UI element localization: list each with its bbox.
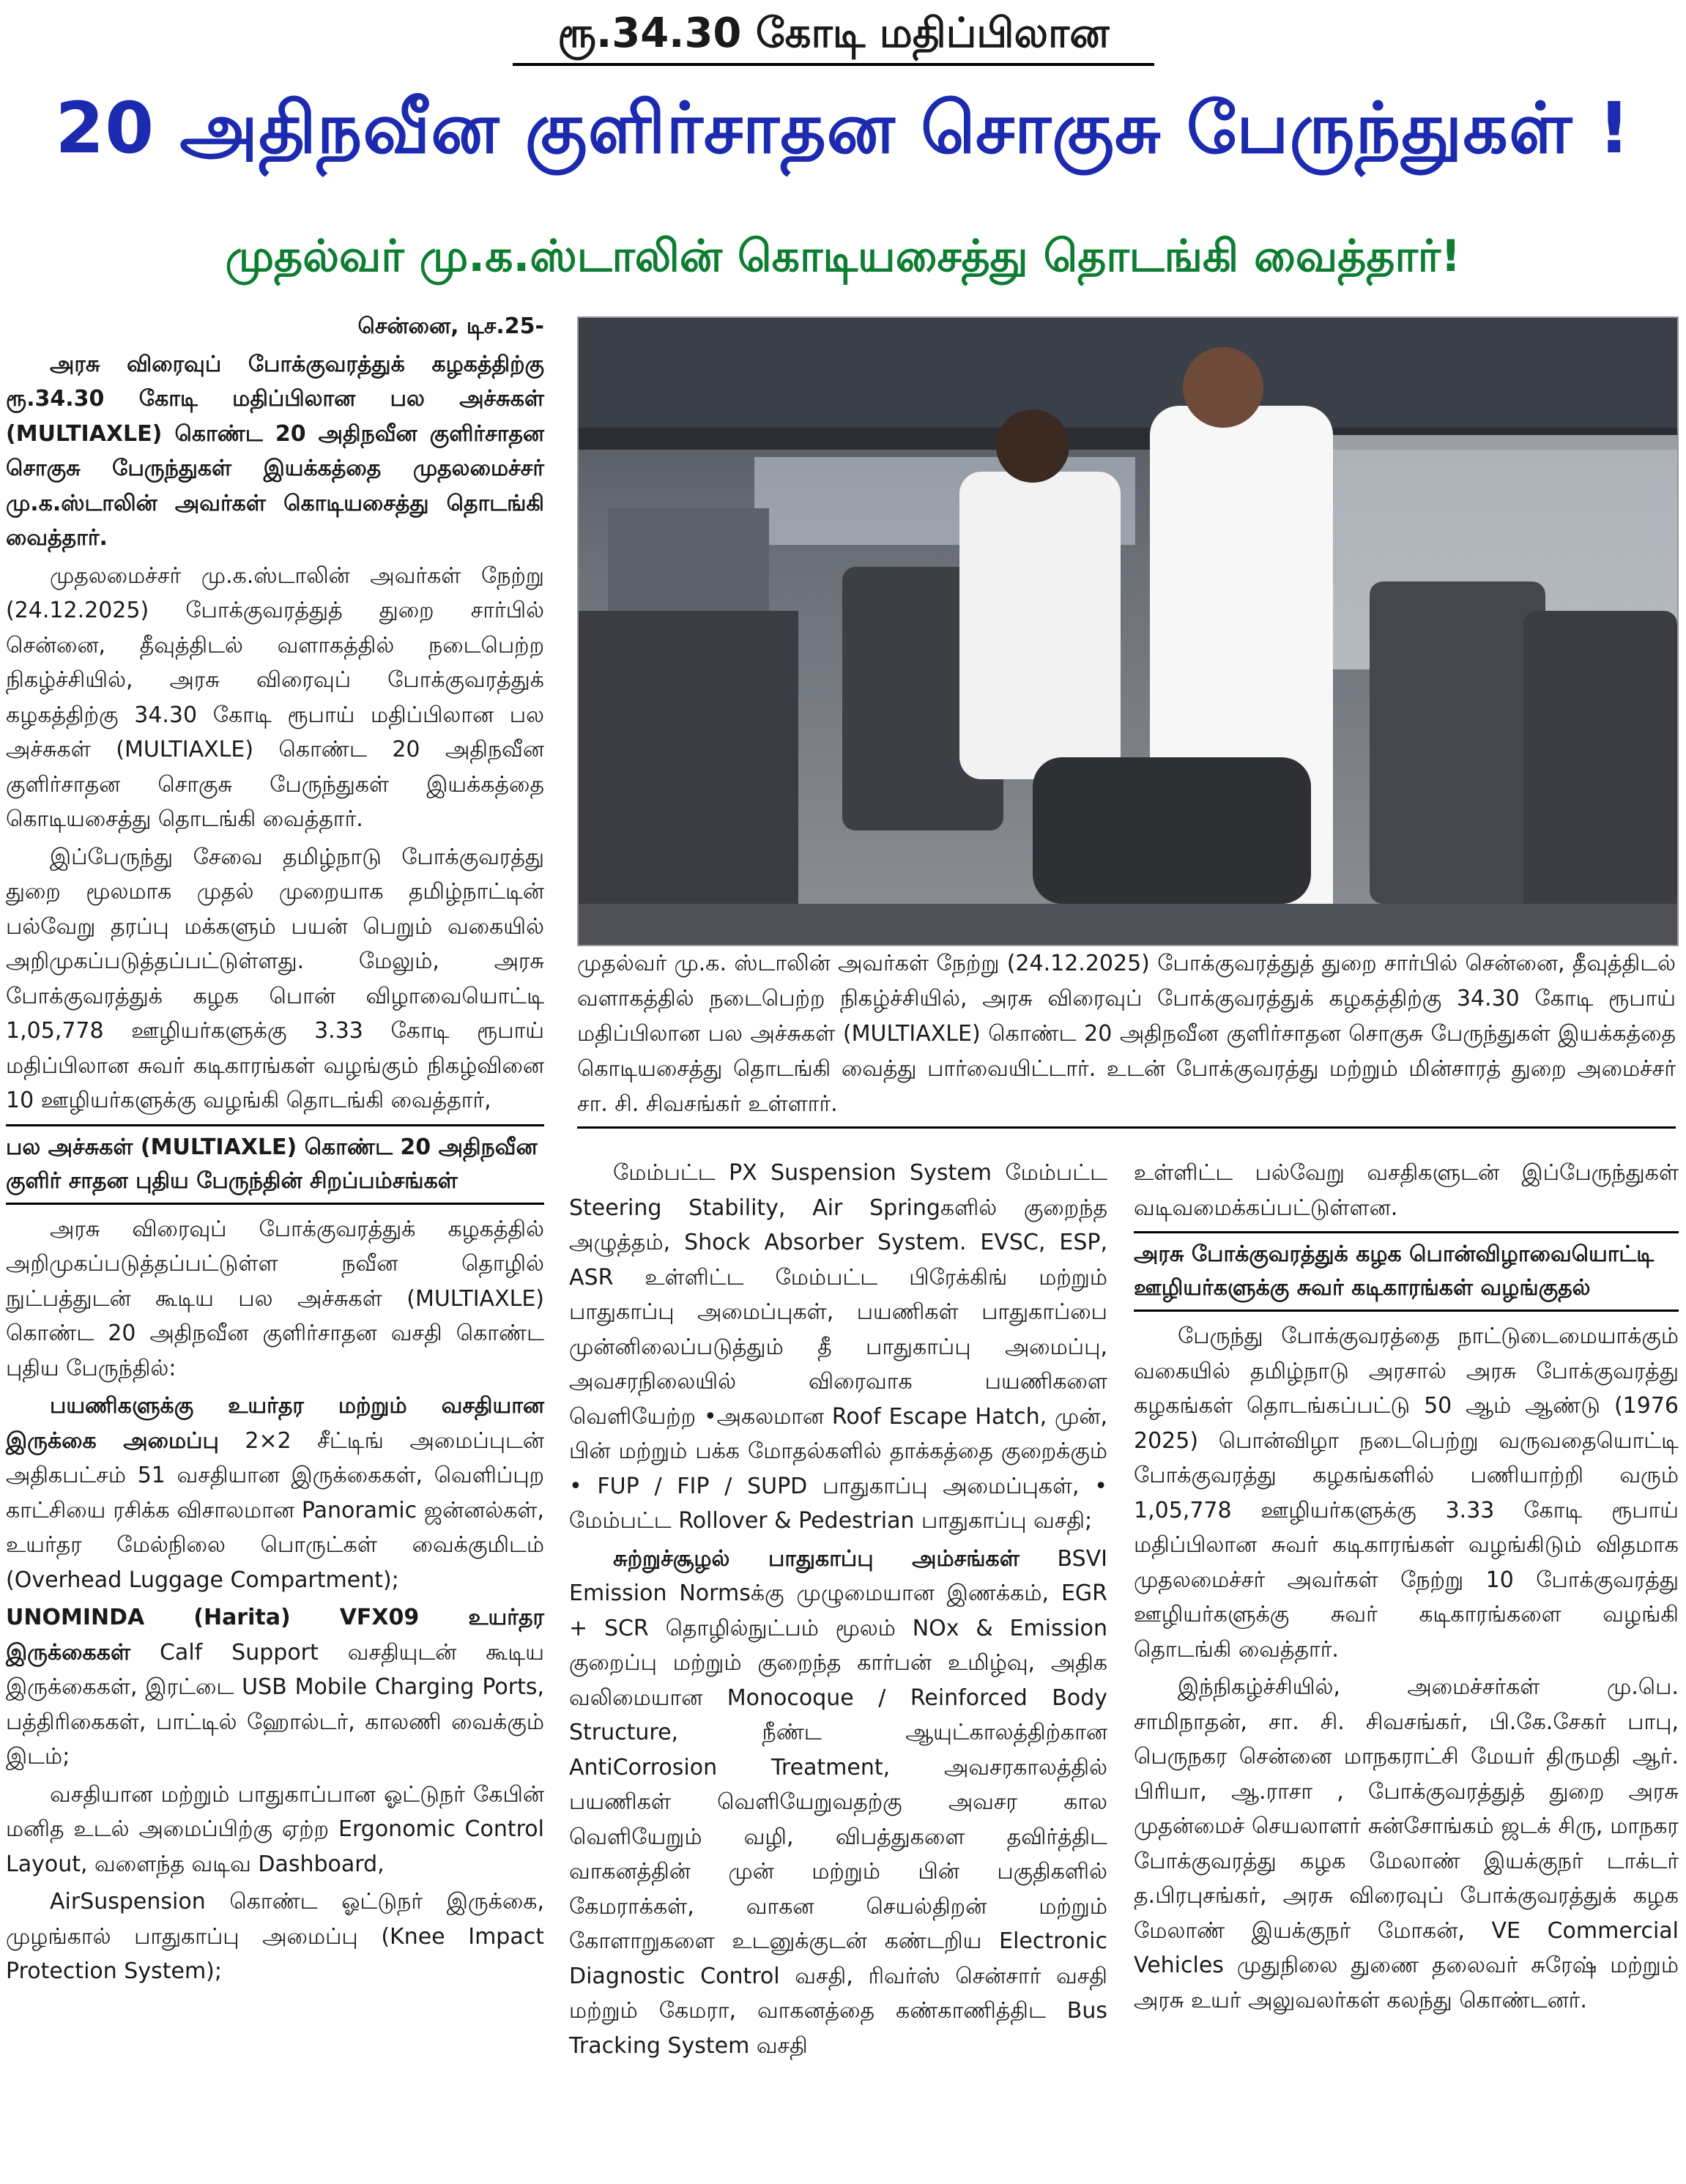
- kicker-heading: ரூ.34.30 கோடி மதிப்பிலான: [513, 4, 1154, 66]
- paragraph: வசதியான மற்றும் பாதுகாப்பான ஓட்டுநர் கேபின் மனித உடல் அமைப்பிற்கு ஏற்ற Ergonomic Control Layout, வளைந்த வடிவ Dashboard,: [6, 1781, 544, 1877]
- paragraph-text: 2×2 சீட்டிங் அமைப்புடன் அதிகபட்சம் 51 வசதியான இருக்கைகள், வெளிப்புற காட்சியை ரசிக்க விசாலமான Panoramic ஜன்னல்கள், உயர்தர மேல்நிலை பொருட்கள் வைக்குமிடம் (Overhead Luggage Compartment);: [6, 1427, 544, 1593]
- dateline: சென்னை, டிச.25-: [357, 313, 544, 339]
- paragraph-text: BSVI Emission Normsக்கு முழுமையான இணக்கம், EGR + SCR தொழில்நுட்பம் மூலம் NOx & Emission குறைப்பு மற்றும் குறைந்த கார்பன் உமிழ்வு, அதிக வலிமையான Monocoque / Reinforced Body Structure, நீண்ட ஆயுட்காலத்திற்கான AntiCorrosion Treatment, அவசரகாலத்தில் பயணிகள் வெளியேறுவதற்கு அவசர கால வெளியேறும் வழி, விபத்துகளை தவிர்த்திட வாகனத்தின் முன் மற்றும் பின் பகுதிகளில் கேமராக்கள், வாகன செயல்திறன் மற்றும் கோளாறுகளை உடனுக்குடன் கண்டறிய Electronic Diagnostic Control வசதி, ரிவர்ஸ் சென்சார் வசதி மற்றும் கேமரா, வாகனத்தை கண்காணித்திட Bus Tracking System வசதி: [569, 1545, 1107, 2059]
- main-headline: 20 அதிநவீன குளிர்சாதன சொகுசு பேருந்துகள் !: [55, 87, 1631, 169]
- photo-caption: முதல்வர் மு.க. ஸ்டாலின் அவர்கள் நேற்று (24.12.2025) போக்குவரத்துத் துறை சார்பில் சென்னை, தீவுத்திடல் வளாகத்தில் நடைபெற்ற நிகழ்ச்சியில், அரசு விரைவுப் போக்குவரத்துக் கழகத்திற்கு 34.30 கோடி ரூபாய் மதிப்பிலான பல அச்சுகள் (MULTIAXLE) கொண்ட 20 அதிநவீன குளிர்சாதன சொகுசு பேருந்துகள் இயக்கத்தை கொடியசைத்து தொடங்கி வைத்து பார்வையிட்டார். உடன் போக்குவரத்து மற்றும் மின்சாரத் துறை அமைச்சர் சா. சி. சிவசங்கர் உள்ளார்.: [577, 946, 1676, 1129]
- paragraph: [569, 1542, 1107, 2064]
- paragraph: [6, 1600, 544, 1775]
- paragraph: பேருந்து போக்குவரத்தை நாட்டுடைமையாக்கும் வகையில் தமிழ்நாடு அரசால் அரசு போக்குவரத்து கழகங்கள் தொடங்கப்பட்டு 50 ஆம் ஆண்டு (1976 2025) பொன்விழா நடைபெற்று வருவதையொட்டி போக்குவரத்து கழகங்களில் பணியாற்றி வரும் 1,05,778 ஊழியர்களுக்கு 3.33 கோடி ரூபாய் மதிப்பிலான சுவர் கடிகாரங்கள் வழங்கிடும் விதமாக முதலமைச்சர் அவர்கள் நேற்று 10 போக்குவரத்து ஊழியர்களுக்கு சுவர் கடிகாரங்களை வழங்கி தொடங்கி வைத்தார்.: [1134, 1323, 1679, 1663]
- paragraph-text: Calf Support வசதியுடன் கூடிய இருக்கைகள், இரட்டை USB Mobile Charging Ports, பத்திரிகைகள், பாட்டில் ஹோல்டர், காலணி வைக்கும் இடம்;: [6, 1639, 544, 1769]
- article-column-2: [569, 1156, 1107, 2066]
- news-photo: [577, 316, 1679, 946]
- lead-paragraph: அரசு விரைவுப் போக்குவரத்துக் கழகத்திற்கு ரூ.34.30 கோடி மதிப்பிலான பல அச்சுகள் (MULTIAXLE) கொண்ட 20 அதிநவீன குளிர்சாதன சொகுசு பேருந்துகள் இயக்கத்தை முதலமைச்சர் மு.க.ஸ்டாலின் அவர்கள் கொடியசைத்து தொடங்கி வைத்தார்.: [6, 351, 544, 551]
- article-column-3: [1134, 1156, 1679, 2021]
- article-column-1: [6, 309, 544, 1992]
- inline-subheading: சுற்றுச்சூழல் பாதுகாப்பு அம்சங்கள்: [613, 1545, 1020, 1572]
- section-heading: பல அச்சுகள் (MULTIAXLE) கொண்ட 20 அதிநவீன குளிர் சாதன புதிய பேருந்தின் சிறப்பம்சங்கள்: [6, 1124, 544, 1205]
- paragraph: முதலமைச்சர் மு.க.ஸ்டாலின் அவர்கள் நேற்று (24.12.2025) போக்குவரத்துத் துறை சார்பில் சென்னை, தீவுத்திடல் வளாகத்தில் நடைபெற்ற நிகழ்ச்சியில், அரசு விரைவுப் போக்குவரத்துக் கழகத்திற்கு 34.30 கோடி ரூபாய் மதிப்பிலான பல அச்சுகள் (MULTIAXLE) கொண்ட 20 அதிநவீன குளிர்சாதன சொகுசு பேருந்துகள் இயக்கத்தை கொடியசைத்து தொடங்கி வைத்தார்.: [6, 562, 544, 832]
- paragraph: [6, 1389, 544, 1597]
- sub-headline: முதல்வர் மு.க.ஸ்டாலின் கொடியசைத்து தொடங்கி வைத்தார்!: [225, 231, 1461, 282]
- bus-interior-illustration: [579, 318, 1677, 945]
- inline-subheading: பயணிகளுக்கு உயர்தர மற்றும் வசதியான இருக்கை அமைப்பு: [6, 1393, 544, 1454]
- inline-subheading: UNOMINDA (Harita) VFX09 உயர்தர இருக்கைகள்: [6, 1605, 544, 1665]
- paragraph: உள்ளிட்ட பல்வேறு வசதிகளுடன் இப்பேருந்துகள் வடிவமைக்கப்பட்டுள்ளன.: [1134, 1160, 1679, 1221]
- paragraph: AirSuspension கொண்ட ஓட்டுநர் இருக்கை, முழங்கால் பாதுகாப்பு அமைப்பு (Knee Impact Protection System);: [6, 1889, 544, 1984]
- paragraph: இந்நிகழ்ச்சியில், அமைச்சர்கள் மு.பெ. சாமிநாதன், சா. சி. சிவசங்கர், பி.கே.சேகர் பாபு, பெருநகர சென்னை மாநகராட்சி மேயர் திருமதி ஆர். பிரியா, ஆ.ராசா , போக்குவரத்துத் துறை அரசு முதன்மைச் செயலாளர் சுன்சோங்கம் ஜடக் சிரு, மாநகர போக்குவரத்து கழக மேலாண் இயக்குநர் டாக்டர் த.பிரபுசங்கர், அரசு விரைவுப் போக்குவரத்துக் கழக மேலாண் இயக்குநர் மோகன், VE Commercial Vehicles முதுநிலை துணை தலைவர் சுரேஷ் மற்றும் அரசு உயர் அலுவலர்கள் கலந்து கொண்டனர்.: [1134, 1674, 1679, 2013]
- paragraph: இப்பேருந்து சேவை தமிழ்நாடு போக்குவரத்து துறை மூலமாக முதல் முறையாக தமிழ்நாட்டின் பல்வேறு தரப்பு மக்களும் பயன் பெறும் வகையில் அறிமுகப்படுத்தப்பட்டுள்ளது. மேலும், அரசு போக்குவரத்துக் கழக பொன் விழாவையொட்டி 1,05,778 ஊழியர்களுக்கு 3.33 கோடி ரூபாய் மதிப்பிலான சுவர் கடிகாரங்கள் வழங்கும் நிகழ்வினை 10 ஊழியர்களுக்கு வழங்கி தொடங்கி வைத்தார்,: [6, 844, 544, 1113]
- paragraph: மேம்பட்ட PX Suspension System மேம்பட்ட Steering Stability, Air Springகளில் குறைந்த அழுத்தம், Shock Absorber System. EVSC, ESP, ASR உள்ளிட்ட மேம்பட்ட பிரேக்கிங் மற்றும் பாதுகாப்பு அமைப்புகள், பயணிகள் பாதுகாப்பை முன்னிலைப்படுத்தும் தீ பாதுகாப்பு அமைப்பு, அவசரநிலையில் விரைவாக பயணிகளை வெளியேற்ற •அகலமான Roof Escape Hatch, முன், பின் மற்றும் பக்க மோதல்களில் தாக்கத்தை குறைக்கும் • FUP / FIP / SUPD பாதுகாப்பு அமைப்புகள், • மேம்பட்ட Rollover & Pedestrian பாதுகாப்பு வசதி;: [569, 1160, 1107, 1534]
- paragraph: அரசு விரைவுப் போக்குவரத்துக் கழகத்தில் அறிமுகப்படுத்தப்பட்டுள்ள நவீன தொழில் நுட்பத்துடன் கூடிய பல அச்சுகள் (MULTIAXLE) கொண்ட 20 அதிநவீன குளிர்சாதன வசதி கொண்ட புதிய பேருந்தில்:: [6, 1216, 544, 1381]
- section-heading: அரசு போக்குவரத்துக் கழக பொன்விழாவையொட்டி ஊழியர்களுக்கு சுவர் கடிகாரங்கள் வழங்குதல்: [1134, 1231, 1679, 1312]
